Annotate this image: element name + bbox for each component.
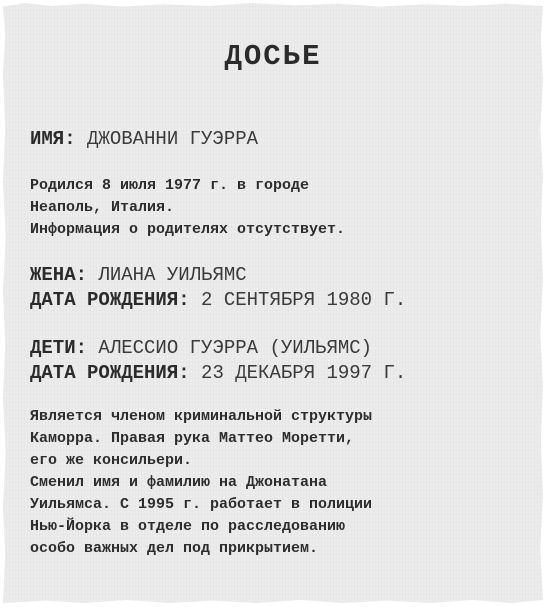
wife-value: ЛИАНА УИЛЬЯМС bbox=[98, 264, 247, 286]
children-birth-value: 23 ДЕКАБРЯ 1997 Г. bbox=[201, 362, 407, 384]
children-birth-field bbox=[30, 362, 406, 384]
wife-label: ЖЕНА: bbox=[30, 264, 88, 286]
notes-paragraph bbox=[30, 406, 530, 560]
notes-line: Сменил имя и фамилию на Джонатана bbox=[30, 474, 328, 491]
bio-paragraph bbox=[30, 175, 530, 241]
bio-line: Информация о родителях отсутствует. bbox=[30, 221, 346, 238]
document-title: ДОСЬЕ bbox=[224, 40, 322, 73]
children-birth-label: ДАТА РОЖДЕНИЯ: bbox=[30, 362, 190, 384]
children-label: ДЕТИ: bbox=[30, 337, 88, 359]
name-field bbox=[30, 128, 258, 150]
notes-line: его же консильери. bbox=[30, 452, 193, 469]
wife-birth-label: ДАТА РОЖДЕНИЯ: bbox=[30, 289, 190, 311]
name-label: ИМЯ: bbox=[30, 128, 76, 150]
bio-line: Родился 8 июля 1977 г. в городе bbox=[30, 177, 310, 194]
notes-line: Каморра. Правая рука Маттео Моретти, bbox=[30, 430, 355, 447]
wife-birth-value: 2 СЕНТЯБРЯ 1980 Г. bbox=[201, 289, 407, 311]
wife-field bbox=[30, 264, 247, 286]
notes-line: особо важных дел под прикрытием. bbox=[30, 540, 319, 557]
bio-line: Неаполь, Италия. bbox=[30, 199, 175, 216]
notes-line: Нью-Йорка в отделе по расследованию bbox=[30, 518, 346, 535]
children-value: АЛЕССИО ГУЭРРА (УИЛЬЯМС) bbox=[98, 337, 373, 359]
notes-line: Является членом криминальной структуры bbox=[30, 408, 373, 425]
children-field bbox=[30, 337, 372, 359]
name-value: ДЖОВАННИ ГУЭРРА bbox=[87, 128, 259, 150]
notes-line: Уильямса. С 1995 г. работает в полиции bbox=[30, 496, 373, 513]
wife-birth-field bbox=[30, 289, 406, 311]
